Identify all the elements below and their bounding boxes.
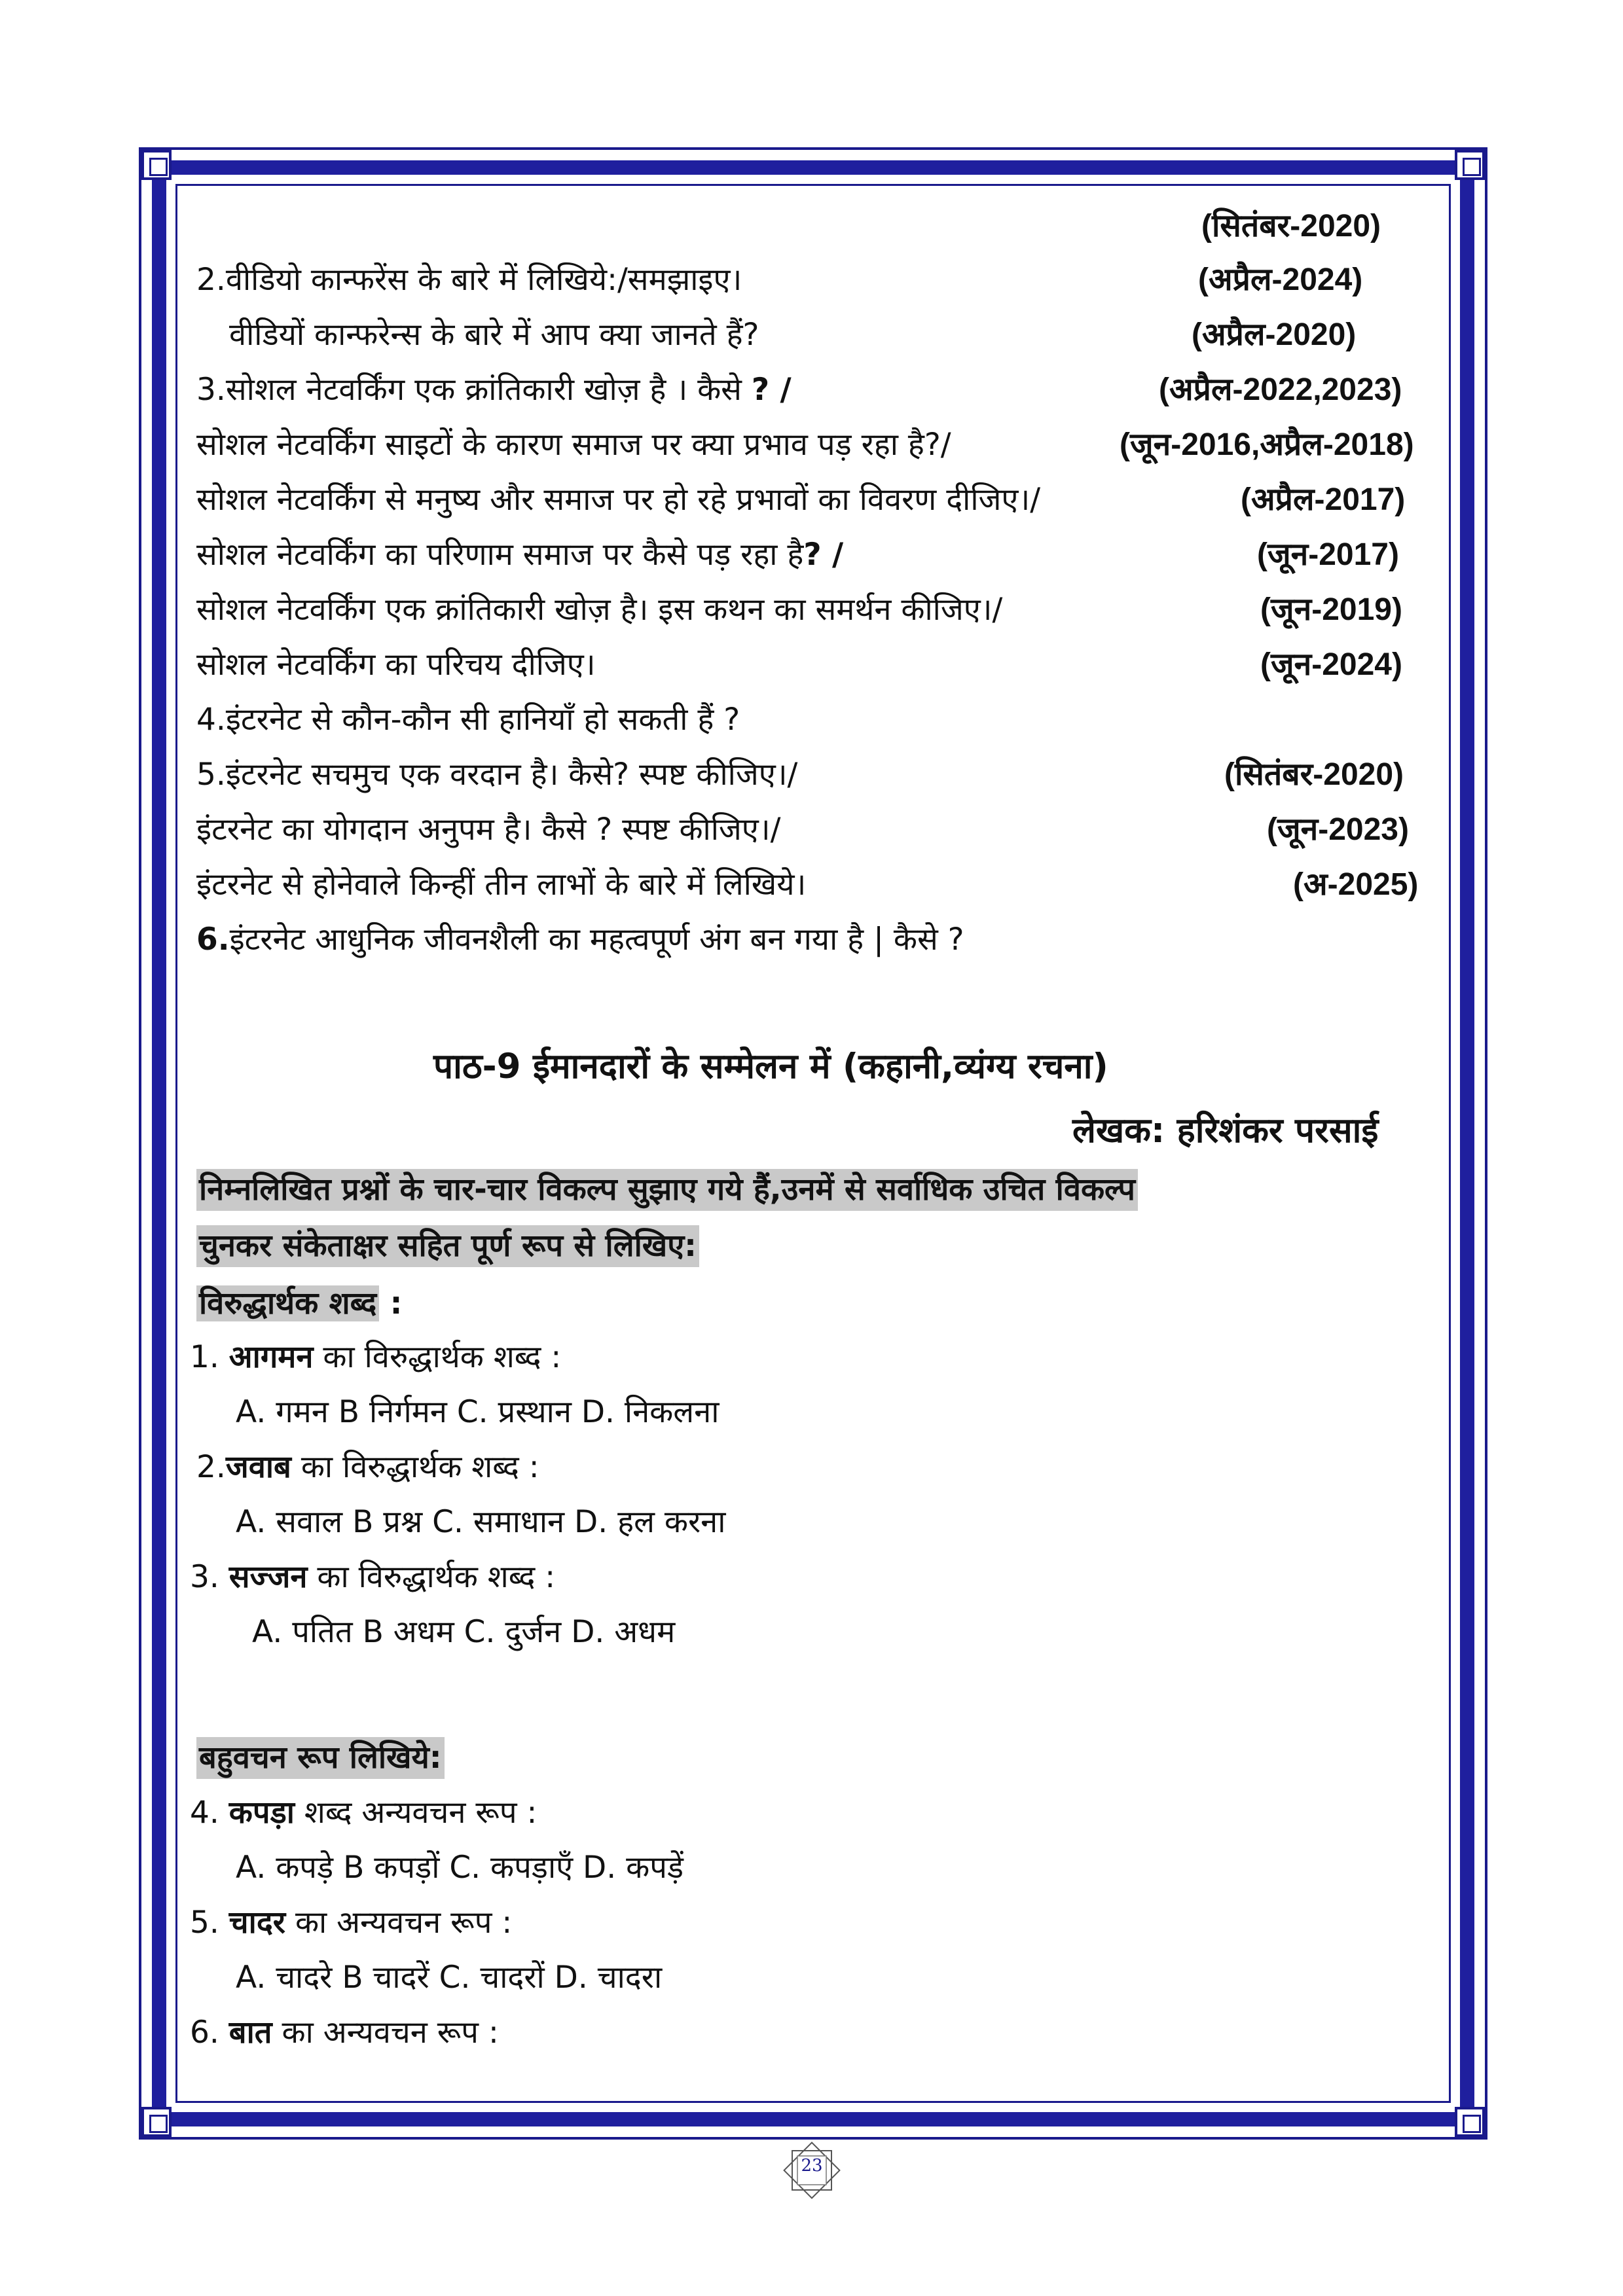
mcq-number: 3. [190, 1559, 229, 1595]
question-line: इंटरनेट से होनेवाले किन्हीं तीन लाभों के बारे में लिखिये। [196, 867, 807, 903]
exam-date: (सितंबर-2020) [1201, 209, 1381, 243]
mcq-options: A. पतित B अधम C. दुर्जन D. अधम [252, 1614, 676, 1650]
question-text: 3.सोशल नेटवर्किंग एक क्रांतिकारी खोज़ है । कैसे [196, 372, 742, 408]
exam-date: (जून-2019) [1260, 592, 1402, 627]
mcq-text: का विरुद्धार्थक शब्द : [291, 1449, 539, 1485]
exam-date: (जून-2016,अप्रैल-2018) [1120, 427, 1414, 462]
border-corner-ornament [141, 2107, 172, 2137]
mcq-options: A. चादरे B चादरें C. चादरों D. चादरा [236, 1960, 663, 1996]
exam-date: (अप्रैल-2017) [1241, 482, 1406, 517]
mcq-number: 1. [190, 1339, 229, 1375]
mcq-word: सज्जन [228, 1559, 308, 1595]
question-line [196, 370, 792, 410]
mcq-word: आगमन [228, 1339, 314, 1375]
section-heading-label: विरुद्धार्थक शब्द [196, 1285, 379, 1321]
lesson-author: लेखक: हरिशंकर परसाई [1072, 1111, 1379, 1151]
mcq-word: कपड़ा [228, 1795, 295, 1831]
question-line [196, 535, 843, 575]
mcq-number: 6. [190, 2015, 229, 2051]
question-line: सोशल नेटवर्किंग साइटों के कारण समाज पर क्या प्रभाव पड़ रहा है?/ [196, 427, 951, 463]
section-heading [196, 1284, 402, 1323]
mcq-question [190, 2013, 499, 2053]
mcq-options: A. सवाल B प्रश्न C. समाधान D. हल करना [236, 1504, 726, 1540]
border-corner-ornament [1455, 150, 1485, 180]
question-text: सोशल नेटवर्किंग का परिणाम समाज पर कैसे पड़ रहा है [196, 537, 804, 573]
question-number: 6. [196, 922, 230, 958]
mcq-number: 2. [196, 1449, 226, 1485]
mcq-word: बात [228, 2015, 272, 2051]
question-mark: ? / [751, 372, 792, 408]
instruction-line: निम्नलिखित प्रश्नों के चार-चार विकल्प सुझाए गये हैं,उनमें से सर्वाधिक उचित विकल्प [196, 1169, 1138, 1211]
mcq-number: 5. [190, 1905, 229, 1941]
mcq-options: A. कपड़े B कपड़ों C. कपड़ाएँ D. कपड़ें [236, 1850, 684, 1886]
exam-date: (अप्रैल-2020) [1192, 317, 1357, 352]
question-line [196, 920, 964, 960]
mcq-number: 4. [190, 1795, 229, 1831]
question-line: 4.इंटरनेट से कौन-कौन सी हानियाँ हो सकती हैं ? [196, 702, 740, 738]
question-text: इंटरनेट आधुनिक जीवनशैली का महत्वपूर्ण अंग बन गया है | कैसे ? [229, 922, 964, 958]
question-mark: ? / [803, 537, 844, 573]
mcq-options: A. गमन B निर्गमन C. प्रस्थान D. निकलना [236, 1394, 720, 1430]
exam-date: (अ-2025) [1293, 867, 1419, 902]
lesson-title: पाठ-9 ईमानदारों के सम्मेलन में (कहानी,व्यंग्य रचना) [433, 1047, 1108, 1086]
question-line: 2.वीडियो कान्फरेंस के बारे में लिखिये:/समझाइए। [196, 262, 742, 298]
mcq-question [190, 1903, 512, 1943]
mcq-question [190, 1558, 555, 1597]
border-corner-ornament [141, 150, 172, 180]
mcq-text: का अन्यवचन रूप : [285, 1905, 513, 1941]
exam-date: (अप्रैल-2024) [1198, 262, 1363, 297]
mcq-text: का विरुद्धार्थक शब्द : [313, 1339, 562, 1375]
border-corner-ornament [1455, 2107, 1485, 2137]
question-line: सोशल नेटवर्किंग एक क्रांतिकारी खोज़ है। इस कथन का समर्थन कीजिए।/ [196, 592, 1003, 628]
section-heading-colon: : [379, 1285, 403, 1321]
mcq-text: का विरुद्धार्थक शब्द : [307, 1559, 556, 1595]
mcq-question [190, 1338, 561, 1377]
question-line: वीडियों कान्फरेन्स के बारे में आप क्या जानते हैं? [229, 317, 759, 353]
instruction-line: चुनकर संकेताक्षर सहित पूर्ण रूप से लिखिए: [196, 1225, 699, 1267]
section-heading: बहुवचन रूप लिखिये: [196, 1737, 445, 1779]
mcq-word: चादर [228, 1905, 285, 1941]
question-line: सोशल नेटवर्किंग का परिचय दीजिए। [196, 647, 596, 683]
exam-date: (अप्रैल-2022,2023) [1159, 372, 1402, 407]
exam-date: (जून-2017) [1257, 537, 1399, 572]
mcq-text: का अन्यवचन रूप : [272, 2015, 499, 2051]
mcq-word: जवाब [225, 1449, 291, 1485]
page-number: 23 [801, 2156, 823, 2176]
exam-date: (जून-2023) [1267, 812, 1409, 847]
question-line: सोशल नेटवर्किंग से मनुष्य और समाज पर हो रहे प्रभावों का विवरण दीजिए।/ [196, 482, 1041, 518]
mcq-text: शब्द अन्यवचन रूप : [294, 1795, 538, 1831]
mcq-question [190, 1793, 537, 1833]
exam-date: (सितंबर-2020) [1224, 757, 1404, 792]
exam-date: (जून-2024) [1260, 647, 1402, 682]
mcq-question [196, 1448, 539, 1487]
question-line: इंटरनेट का योगदान अनुपम है। कैसे ? स्पष्ट कीजिए।/ [196, 812, 781, 848]
question-line: 5.इंटरनेट सचमुच एक वरदान है। कैसे? स्पष्ट कीजिए।/ [196, 757, 798, 793]
